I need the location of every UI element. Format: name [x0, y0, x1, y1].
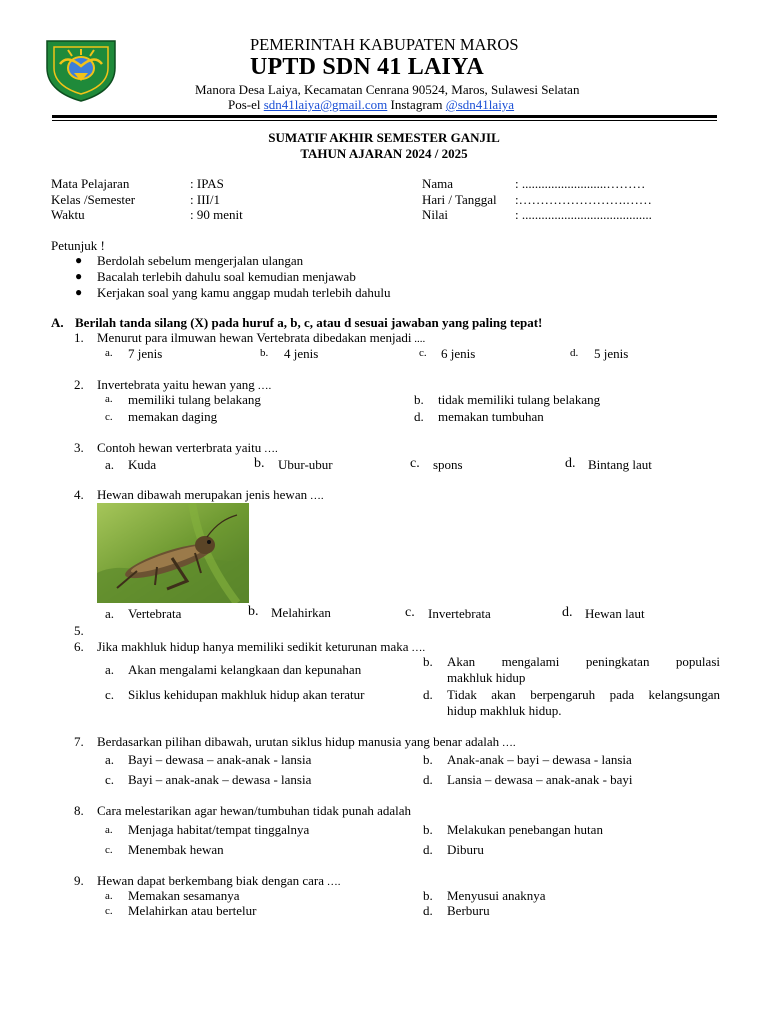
option-b[interactable]: Anak-anak – bayi – dewasa - lansia	[447, 752, 632, 767]
option-letter: b.	[423, 888, 433, 903]
option-letter: a.	[105, 393, 113, 405]
question-text: Hewan dapat berkembang biak dengan cara ….	[97, 873, 341, 888]
question-number: 2.	[74, 377, 84, 392]
option-d[interactable]: 5 jenis	[594, 346, 629, 361]
option-a[interactable]: Memakan sesamanya	[128, 888, 240, 903]
question-text: Berdasarkan pilihan dibawah, urutan siklus hidup manusia yang benar adalah ….	[97, 734, 516, 749]
school-logo	[44, 38, 118, 102]
option-letter: b.	[414, 392, 424, 407]
option-letter: a.	[105, 752, 115, 767]
option-letter: d.	[423, 772, 433, 787]
option-letter: d.	[423, 687, 433, 702]
option-c[interactable]: Melahirkan atau bertelur	[128, 903, 257, 918]
option-a[interactable]: 7 jenis	[128, 346, 163, 361]
instagram-link[interactable]: @sdn41laiya	[445, 97, 515, 112]
option-c[interactable]: spons	[433, 457, 463, 472]
option-letter: d.	[414, 409, 424, 424]
option-b[interactable]: Menyusui anaknya	[447, 888, 546, 903]
option-letter: b.	[254, 456, 265, 471]
option-a[interactable]: Menjaga habitat/tempat tinggalnya	[128, 822, 310, 837]
info-label-score: Nilai	[422, 207, 448, 222]
option-c[interactable]: memakan daging	[128, 409, 218, 424]
info-value-class: : III/1	[190, 192, 220, 207]
option-b-line2: makhluk hidup	[447, 669, 526, 685]
option-letter: a.	[105, 662, 115, 677]
option-a[interactable]: Bayi – dewasa – anak-anak - lansia	[128, 752, 312, 767]
bullet-icon: ●	[75, 269, 83, 283]
option-a[interactable]: memiliki tulang belakang	[128, 392, 261, 407]
option-b[interactable]	[447, 654, 720, 685]
option-b-line1: Akan mengalami peningkatan populasi	[447, 654, 720, 669]
option-d[interactable]	[447, 687, 720, 718]
info-value-time: : 90 menit	[190, 207, 243, 222]
info-value-name[interactable]: : ..........................………	[515, 176, 646, 191]
question-text: Cara melestarikan agar hewan/tumbuhan tidak punah adalah	[97, 803, 412, 818]
option-b[interactable]: Melakukan penebangan hutan	[447, 822, 603, 837]
contact-line	[228, 97, 514, 113]
question-number: 6.	[74, 639, 84, 654]
instagram-label: Instagram	[390, 97, 443, 112]
info-label-date: Hari / Tanggal	[422, 192, 497, 207]
option-letter: a.	[105, 606, 115, 621]
option-letter: a.	[105, 824, 113, 836]
option-c[interactable]: 6 jenis	[441, 346, 476, 361]
info-label-subject: Mata Pelajaran	[51, 176, 130, 191]
info-label-name: Nama	[422, 176, 454, 191]
instruction-item: Kerjakan soal yang kamu anggap mudah terlebih dahulu	[97, 285, 391, 300]
option-letter: c.	[405, 605, 415, 620]
school-address: Manora Desa Laiya, Kecamatan Cenrana 90524, Maros, Sulawesi Selatan	[195, 82, 580, 97]
option-b[interactable]: Melahirkan	[271, 605, 331, 620]
option-a[interactable]: Akan mengalami kelangkaan dan kepunahan	[128, 662, 362, 677]
info-label-class: Kelas /Semester	[51, 192, 136, 207]
question-text: Invertebrata yaitu hewan yang ….	[97, 377, 272, 392]
government-title: PEMERINTAH KABUPATEN MAROS	[250, 35, 519, 54]
question-number: 8.	[74, 803, 84, 818]
school-name: UPTD SDN 41 LAIYA	[250, 54, 484, 80]
question-number: 3.	[74, 440, 84, 455]
option-letter: d.	[562, 605, 573, 620]
option-letter: b.	[260, 347, 269, 359]
option-letter: c.	[105, 905, 113, 917]
info-value-score[interactable]: : ........................................	[515, 207, 652, 222]
option-d[interactable]: Lansia – dewasa – anak-anak - bayi	[447, 772, 633, 787]
info-value-date[interactable]: :…………………….……	[515, 192, 652, 207]
header-divider-thick	[52, 115, 717, 118]
option-letter: c.	[105, 844, 113, 856]
question-number: 7.	[74, 734, 84, 749]
instructions-title: Petunjuk !	[51, 238, 105, 253]
option-letter: c.	[419, 347, 427, 359]
info-value-subject: : IPAS	[190, 176, 224, 191]
option-d-line1: Tidak akan berpengaruh pada kelangsungan	[447, 687, 720, 702]
option-c[interactable]: Menembak hewan	[128, 842, 224, 857]
instruction-item: Berdolah sebelum mengerjalan ulangan	[97, 253, 304, 268]
email-label: Pos-el	[228, 97, 261, 112]
info-label-time: Waktu	[51, 207, 85, 222]
option-b[interactable]: tidak memiliki tulang belakang	[438, 392, 601, 407]
option-c[interactable]: Bayi – anak-anak – dewasa - lansia	[128, 772, 312, 787]
exam-title: SUMATIF AKHIR SEMESTER GANJIL	[268, 130, 500, 145]
option-letter: c.	[105, 772, 115, 787]
option-letter: d.	[423, 842, 433, 857]
option-letter: a.	[105, 890, 113, 902]
question-text: Menurut para ilmuwan hewan Vertebrata dibedakan menjadi ....	[97, 330, 426, 345]
question-text: Jika makhluk hidup hanya memiliki sedikit keturunan maka ….	[97, 639, 426, 654]
option-letter: c.	[105, 411, 113, 423]
question-number: 1.	[74, 330, 84, 345]
question-text: Hewan dibawah merupakan jenis hewan ….	[97, 487, 324, 502]
option-d[interactable]: Berburu	[447, 903, 490, 918]
option-letter: b.	[423, 654, 433, 669]
option-letter: d.	[565, 456, 576, 471]
option-a[interactable]: Kuda	[128, 457, 157, 472]
section-letter: A.	[51, 315, 64, 330]
option-d[interactable]: memakan tumbuhan	[438, 409, 544, 424]
option-letter: d.	[570, 347, 579, 359]
option-letter: b.	[423, 822, 433, 837]
option-letter: c.	[410, 456, 420, 471]
option-a[interactable]: Vertebrata	[128, 606, 182, 621]
email-link[interactable]: sdn41laiya@gmail.com	[263, 97, 388, 112]
option-letter: a.	[105, 457, 115, 472]
option-b[interactable]: Ubur-ubur	[278, 457, 333, 472]
option-d[interactable]: Bintang laut	[588, 457, 652, 472]
option-letter: b.	[248, 604, 259, 619]
option-letter: d.	[423, 903, 433, 918]
section-title: Berilah tanda silang (X) pada huruf a, b, c, atau d sesuai jawaban yang paling tepat!	[75, 315, 543, 330]
option-c[interactable]: Siklus kehidupan makhluk hidup akan teratur	[128, 687, 365, 702]
option-letter: b.	[423, 752, 433, 767]
question-text: Contoh hewan verterbrata yaitu ….	[97, 440, 278, 455]
question-number: 5.	[74, 623, 84, 638]
grasshopper-image	[97, 503, 249, 603]
exam-year: TAHUN AJARAN 2024 / 2025	[300, 146, 468, 161]
bullet-icon: ●	[75, 253, 83, 267]
option-letter: c.	[105, 687, 115, 702]
option-d[interactable]: Diburu	[447, 842, 484, 857]
question-number: 9.	[74, 873, 84, 888]
option-b[interactable]: 4 jenis	[284, 346, 319, 361]
option-letter: a.	[105, 347, 113, 359]
instruction-item: Bacalah terlebih dahulu soal kemudian menjawab	[97, 269, 356, 284]
option-d[interactable]: Hewan laut	[585, 606, 645, 621]
option-d-line2: hidup makhluk hidup.	[447, 702, 562, 718]
header-divider-thin	[52, 120, 717, 121]
bullet-icon: ●	[75, 285, 83, 299]
question-number: 4.	[74, 487, 84, 502]
option-c[interactable]: Invertebrata	[428, 606, 491, 621]
